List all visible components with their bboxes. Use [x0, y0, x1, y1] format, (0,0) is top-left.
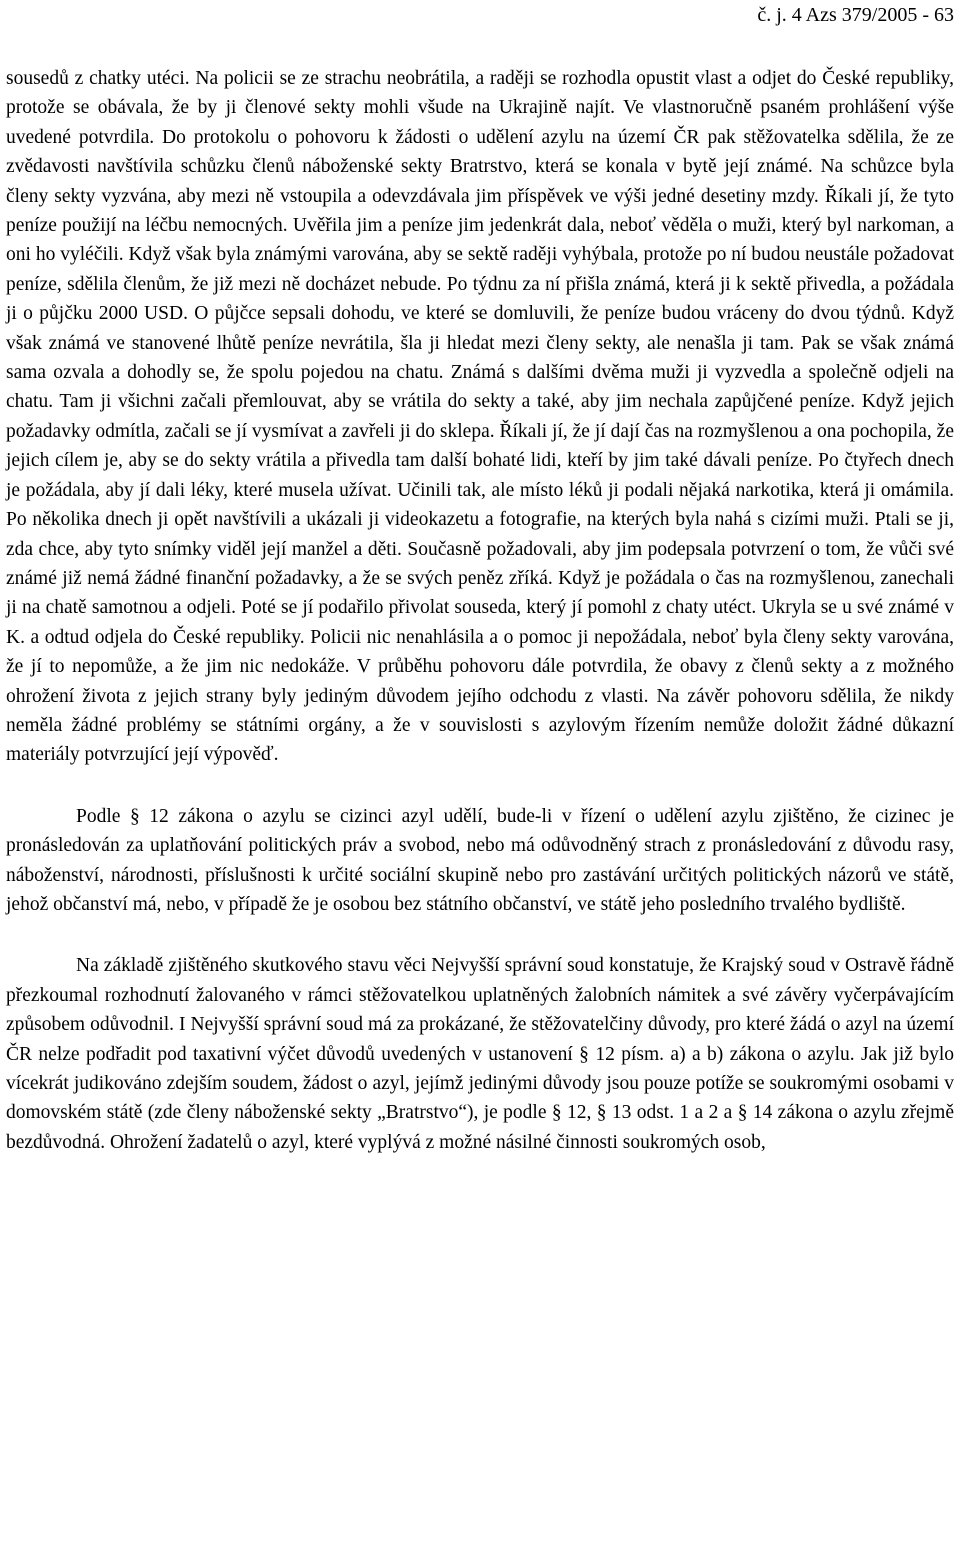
case-reference: č. j. 4 Azs 379/2005 - 63	[757, 4, 954, 26]
paragraph-testimony: sousedů z chatky utéci. Na policii se ze strachu neobrátila, a raději se rozhodla opustit vlast a odjet do České republiky, protože se obávala, že by ji členové sekty mohli všude na Ukrajině najít. Ve vlastnoručně psaném prohlášení výše uvedené potvrdila. Do protokolu o pohovoru k žádosti o udělení azylu na území ČR pak stěžovatelka sdělila, že ze zvědavosti navštívila schůzku členů náboženské sekty Bratrstvo, která se konala v bytě její známé. Na schůzce byla členy sekty vyzvána, aby mezi ně vstoupila a odevzdávala jim příspěvek ve výši jedné desetiny mzdy. Říkali jí, že tyto peníze použijí na léčbu nemocných. Uvěřila jim a peníze jim jedenkrát dala, neboť věděla o muži, který byl narkoman, a oni ho vyléčili. Když však byla známými varována, aby se sektě raději vyhýbala, protože po ní budou neustále požadovat peníze, sdělila členům, že již mezi ně docházet nebude. Po týdnu za ní přišla známá, která ji k sektě přivedla, a požádala ji o půjčku 2000 USD. O půjčce sepsali dohodu, ve které se domluvili, že peníze budou vráceny do dvou týdnů. Když však známá ve stanovené lhůtě peníze nevrátila, šla ji hledat mezi členy sekty, ale nenašla ji tam. Pak se však známá sama ozvala a dohodly se, že spolu pojedou na chatu. Známá s dalšími dvěma muži ji vyzvedla a společně odjeli na chatu. Tam ji všichni začali přemlouvat, aby se vrátila do sekty a také, aby jim nechala zapůjčené peníze. Když jejich požadavky odmítla, začali se jí vysmívat a zavřeli ji do sklepa. Říkali jí, že jí dají čas na rozmyšlenou a ona pochopila, že jejich cílem je, aby se do sekty vrátila a přivedla tam další bohaté lidi, kteří by jim také dávali peníze. Po čtyřech dnech je požádala, aby jí dali léky, které musela užívat. Učinili tak, ale místo léků ji podali nějaká narkotika, která ji omámila. Po několika dnech ji opět navštívili a ukázali ji videokazetu a fotografie, na kterých byla nahá s cizími muži. Ptali se ji, zda chce, aby tyto snímky viděl její manžel a děti. Současně požadovali, aby jim podepsala potvrzení o tom, že vůči své známé již nemá žádné finanční požadavky, a že se svých peněz zříká. Když je požádala o čas na rozmyšlenou, zanechali ji na chatě samotnou a odjeli. Poté se jí podařilo přivolat souseda, který jí pomohl z chaty utéct. Ukryla se u své známé v K. a odtud odjela do České republiky. Policii nic nenahlásila a o pomoc ji nepožádala, neboť byla členy sekty varována, že jí to nepomůže, a že jim nic nedokáže. V průběhu pohovoru dále potvrdila, že obavy z členů sekty a z možného ohrožení života z jejich strany byly jediným důvodem jejího odchodu z vlasti. Na závěr pohovoru sdělila, že nikdy neměla žádné problémy se státními orgány, a že v souvislosti s azylovým řízením nemůže doložit žádné důkazní materiály potvrzující její výpověď.	[6, 68, 954, 766]
paragraph-court-finding: Na základě zjištěného skutkového stavu věci Nejvyšší správní soud konstatuje, že Krajský soud v Ostravě řádně přezkoumal rozhodnutí žalovaného v rámci stěžovatelkou uplatněných žalobních námitek a své závěry vyčerpávajícím způsobem odůvodnil. I Nejvyšší správní soud má za prokázané, že stěžovatelčiny důvody, pro které žádá o azyl na území ČR nelze podřadit pod taxativní výčet důvodů uvedených v ustanovení § 12 písm. a) a b) zákona o azylu. Jak již bylo vícekrát judikováno zdejším soudem, žádost o azyl, jejímž jedinými důvody jsou pouze potíže se soukromými osobami v domovském státě (zde členy náboženské sekty „Bratrstvo“), je podle § 12, § 13 odst. 1 a 2 a § 14 zákona o azylu zřejmě bezdůvodná. Ohrožení žadatelů o azyl, které vyplývá z možné násilné činnosti soukromých osob,	[6, 955, 954, 1153]
paragraph-asylum-law: Podle § 12 zákona o azylu se cizinci azyl udělí, bude-li v řízení o udělení azylu zjištěno, že cizinec je pronásledován za uplatňování politických práv a svobod, nebo má odůvodněný strach z pronásledování z důvodu rasy, náboženství, národnosti, příslušnosti k určité sociální skupině nebo pro zastávání určitých politických názorů ve státě, jehož občanství má, nebo, v případě že je osobou bez státního občanství, ve státě jeho posledního trvalého bydliště.	[6, 805, 954, 915]
document-body	[6, 64, 954, 1157]
